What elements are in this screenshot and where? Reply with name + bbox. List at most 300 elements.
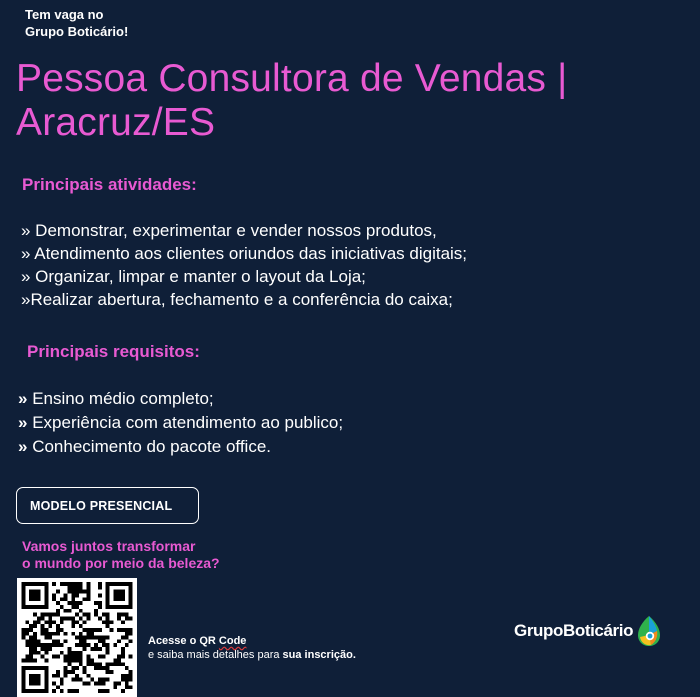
requirement-item xyxy=(18,411,343,435)
qr-module xyxy=(98,666,102,670)
qr-module xyxy=(44,593,48,597)
qr-module xyxy=(79,609,83,613)
qr-module xyxy=(48,632,52,636)
qr-module xyxy=(29,636,33,640)
qr-module xyxy=(102,682,106,686)
qr-module xyxy=(33,597,37,601)
qr-module xyxy=(48,647,52,651)
qr-module xyxy=(67,659,71,663)
qr-module xyxy=(44,666,48,670)
qr-module xyxy=(67,670,71,674)
qr-module xyxy=(98,682,102,686)
qr-module xyxy=(121,655,125,659)
qr-module xyxy=(44,613,48,617)
qr-module xyxy=(75,674,79,678)
qr-module xyxy=(22,666,26,670)
requirements-heading: Principais requisitos: xyxy=(27,342,200,361)
qr-module xyxy=(52,682,56,686)
qr-module xyxy=(98,601,102,605)
qr-module xyxy=(52,597,56,601)
activity-item: » Atendimento aos clientes oriundos das iniciativas digitais; xyxy=(21,244,468,263)
qr-module xyxy=(64,632,68,636)
qr-module xyxy=(71,689,75,693)
qr-instructions xyxy=(148,634,356,662)
qr-module xyxy=(22,678,26,682)
qr-module xyxy=(87,590,91,594)
qr-module xyxy=(98,662,102,666)
qr-module xyxy=(106,662,110,666)
qr-module xyxy=(22,601,26,605)
activities-list xyxy=(21,219,467,311)
qr-module xyxy=(83,643,87,647)
qr-module xyxy=(37,639,41,643)
activity-item: »Realizar abertura, fechamento e a conferência do caixa; xyxy=(21,290,453,309)
qr-module xyxy=(79,582,83,586)
qr-module xyxy=(83,620,87,624)
qr-module xyxy=(129,639,133,643)
qr-module xyxy=(79,651,83,655)
qr-instructions-line1 xyxy=(148,634,356,648)
qr-module xyxy=(52,582,56,586)
qr-module xyxy=(90,678,94,682)
qr-module xyxy=(87,674,91,678)
qr-module xyxy=(94,628,98,632)
qr-module xyxy=(121,651,125,655)
qr-module xyxy=(106,590,110,594)
qr-module xyxy=(129,586,133,590)
qr-module xyxy=(29,682,33,686)
qr-module xyxy=(125,616,129,620)
qr-module xyxy=(41,632,45,636)
qr-module xyxy=(25,620,29,624)
qr-module xyxy=(98,678,102,682)
qr-module xyxy=(106,601,110,605)
qr-module xyxy=(125,678,129,682)
qr-module xyxy=(87,586,91,590)
qr-module xyxy=(87,582,91,586)
qr-module xyxy=(41,647,45,651)
qr-module xyxy=(90,636,94,640)
qr-module xyxy=(60,620,64,624)
requirement-text: Ensino médio completo; xyxy=(32,389,214,408)
requirement-item xyxy=(18,435,343,459)
qr-module xyxy=(94,647,98,651)
qr-module xyxy=(75,666,79,670)
qr-module xyxy=(83,639,87,643)
qr-module xyxy=(48,616,52,620)
qr-module xyxy=(110,670,114,674)
qr-module xyxy=(106,651,110,655)
qr-module xyxy=(129,628,133,632)
qr-module xyxy=(60,678,64,682)
qr-module xyxy=(25,582,29,586)
qr-module xyxy=(75,590,79,594)
qr-module xyxy=(102,689,106,693)
qr-module xyxy=(87,628,91,632)
qr-module xyxy=(56,601,60,605)
qr-module xyxy=(98,628,102,632)
qr-module xyxy=(121,636,125,640)
qr-module xyxy=(117,582,121,586)
qr-module xyxy=(29,582,33,586)
qr-module xyxy=(125,613,129,617)
qr-module xyxy=(87,632,91,636)
qr-module xyxy=(33,593,37,597)
qr-module xyxy=(60,651,64,655)
qr-module xyxy=(110,605,114,609)
qr-module xyxy=(56,590,60,594)
qr-module xyxy=(125,628,129,632)
qr-module xyxy=(71,620,75,624)
qr-module xyxy=(106,647,110,651)
qr-module xyxy=(87,659,91,663)
activity-item: » Demonstrar, experimentar e vender nossos produtos, xyxy=(21,221,437,240)
qr-module xyxy=(25,605,29,609)
qr-module xyxy=(41,613,45,617)
qr-module xyxy=(129,655,133,659)
qr-module xyxy=(37,590,41,594)
qr-module xyxy=(29,590,33,594)
qr-module xyxy=(22,636,26,640)
qr-module xyxy=(129,582,133,586)
qr-module xyxy=(41,582,45,586)
qr-module xyxy=(22,674,26,678)
qr-module xyxy=(52,655,56,659)
qr-module xyxy=(33,605,37,609)
qr-module xyxy=(25,659,29,663)
qr-module xyxy=(129,670,133,674)
qr-code-icon xyxy=(21,582,133,693)
qr-module xyxy=(79,624,83,628)
qr-module xyxy=(98,616,102,620)
qr-module xyxy=(110,628,114,632)
qr-module xyxy=(52,593,56,597)
qr-module xyxy=(125,643,129,647)
qr-module xyxy=(37,593,41,597)
qr-module xyxy=(71,616,75,620)
qr-module xyxy=(48,620,52,624)
qr-module xyxy=(29,651,33,655)
qr-module xyxy=(41,628,45,632)
qr-module xyxy=(44,643,48,647)
qr-module xyxy=(87,643,91,647)
qr-module xyxy=(44,674,48,678)
qr-module xyxy=(79,616,83,620)
qr-module xyxy=(106,616,110,620)
requirement-text: Experiência com atendimento ao publico; xyxy=(32,413,344,432)
qr-module xyxy=(37,678,41,682)
qr-module xyxy=(90,628,94,632)
qr-module xyxy=(29,597,33,601)
qr-module xyxy=(83,597,87,601)
qr-module xyxy=(56,643,60,647)
qr-module xyxy=(79,678,83,682)
qr-module xyxy=(71,593,75,597)
qr-module xyxy=(29,678,33,682)
qr-module xyxy=(64,655,68,659)
qr-module xyxy=(102,643,106,647)
qr-instructions-line2 xyxy=(148,648,356,662)
qr-module xyxy=(48,643,52,647)
qr-module xyxy=(98,586,102,590)
qr-module xyxy=(71,678,75,682)
qr-module xyxy=(37,605,41,609)
qr-module xyxy=(37,689,41,693)
qr-module xyxy=(125,605,129,609)
qr-module xyxy=(121,605,125,609)
qr-module xyxy=(37,597,41,601)
qr-module xyxy=(87,597,91,601)
qr-module xyxy=(67,651,71,655)
qr-module xyxy=(41,666,45,670)
brand-name: GrupoBoticário xyxy=(514,621,634,640)
qr-module xyxy=(22,593,26,597)
qr-module xyxy=(29,593,33,597)
qr-module xyxy=(29,689,33,693)
qr-module xyxy=(94,601,98,605)
qr-module xyxy=(121,597,125,601)
qr-module xyxy=(121,678,125,682)
qr-module xyxy=(98,636,102,640)
qr-module xyxy=(121,689,125,693)
qr-module xyxy=(102,636,106,640)
qr-module xyxy=(90,632,94,636)
qr-module xyxy=(129,674,133,678)
qr-module xyxy=(37,643,41,647)
qr-module xyxy=(67,647,71,651)
qr-module xyxy=(87,655,91,659)
job-title: Pessoa Consultora de Vendas | Aracruz/ES xyxy=(16,57,568,144)
qr-module xyxy=(52,613,56,617)
qr-code[interactable] xyxy=(17,578,137,697)
qr-module xyxy=(33,620,37,624)
requirement-item xyxy=(18,387,343,411)
qr-module xyxy=(33,666,37,670)
qr-module xyxy=(90,662,94,666)
qr-module xyxy=(67,662,71,666)
qr-module xyxy=(117,597,121,601)
qr-module xyxy=(33,590,37,594)
qr-module xyxy=(64,674,68,678)
qr-module xyxy=(22,685,26,689)
qr-module xyxy=(56,685,60,689)
qr-module xyxy=(75,651,79,655)
qr-module xyxy=(41,655,45,659)
qr-module xyxy=(113,643,117,647)
qr-module xyxy=(98,605,102,609)
qr-module xyxy=(125,682,129,686)
qr-module xyxy=(37,620,41,624)
qr-module xyxy=(102,613,106,617)
qr-module xyxy=(83,647,87,651)
qr-module xyxy=(71,670,75,674)
qr-module xyxy=(33,682,37,686)
qr-module xyxy=(117,662,121,666)
qr-module xyxy=(44,632,48,636)
qr-module xyxy=(44,628,48,632)
qr-module xyxy=(79,639,83,643)
qr-module xyxy=(67,590,71,594)
brand xyxy=(514,615,661,647)
qr-module xyxy=(25,628,29,632)
qr-module xyxy=(44,582,48,586)
qr-module xyxy=(41,689,45,693)
qr-module xyxy=(22,689,26,693)
qr-module xyxy=(67,609,71,613)
qr-module xyxy=(33,632,37,636)
qr-module xyxy=(71,597,75,601)
qr-module xyxy=(44,689,48,693)
qr-module xyxy=(125,685,129,689)
qr-module xyxy=(106,624,110,628)
qr-module xyxy=(29,666,33,670)
qr-module xyxy=(33,659,37,663)
work-mode-badge xyxy=(16,487,199,524)
grupo-boticario-logo-icon xyxy=(637,615,661,647)
qr-module xyxy=(117,659,121,663)
qr-module xyxy=(29,674,33,678)
qr-module xyxy=(52,639,56,643)
qr-module xyxy=(75,586,79,590)
qr-module xyxy=(29,628,33,632)
qr-module xyxy=(75,601,79,605)
qr-module xyxy=(33,643,37,647)
qr-module xyxy=(75,689,79,693)
qr-module xyxy=(64,582,68,586)
qr-module xyxy=(22,597,26,601)
qr-module xyxy=(52,689,56,693)
qr-module xyxy=(71,624,75,628)
qr-module xyxy=(113,659,117,663)
qr-module xyxy=(33,647,37,651)
qr-module xyxy=(29,659,33,663)
qr-module xyxy=(37,651,41,655)
qr-module xyxy=(121,647,125,651)
qr-module xyxy=(44,659,48,663)
qr-module xyxy=(94,682,98,686)
qr-module xyxy=(121,620,125,624)
qr-module xyxy=(106,666,110,670)
bullet-icon: » xyxy=(18,437,28,456)
qr-module xyxy=(22,659,26,663)
qr-module xyxy=(117,593,121,597)
qr-module xyxy=(129,616,133,620)
qr-module xyxy=(75,620,79,624)
qr-module xyxy=(117,616,121,620)
qr-line1-prefix: Acesse o QR xyxy=(148,635,219,647)
qr-module xyxy=(90,647,94,651)
qr-module xyxy=(98,689,102,693)
qr-module xyxy=(117,682,121,686)
qr-module xyxy=(79,662,83,666)
qr-module xyxy=(64,670,68,674)
qr-module xyxy=(121,590,125,594)
qr-module xyxy=(110,582,114,586)
qr-module xyxy=(22,632,26,636)
qr-module xyxy=(33,651,37,655)
qr-module xyxy=(71,605,75,609)
qr-module xyxy=(106,670,110,674)
qr-module xyxy=(87,616,91,620)
qr-module xyxy=(87,662,91,666)
qr-module xyxy=(75,636,79,640)
qr-module xyxy=(106,582,110,586)
qr-module xyxy=(67,689,71,693)
qr-module xyxy=(129,593,133,597)
qr-module xyxy=(22,590,26,594)
qr-module xyxy=(87,593,91,597)
requirements-list xyxy=(18,387,343,459)
qr-module xyxy=(102,655,106,659)
qr-module xyxy=(25,666,29,670)
qr-module xyxy=(33,674,37,678)
qr-module xyxy=(33,689,37,693)
qr-module xyxy=(33,678,37,682)
qr-module xyxy=(29,643,33,647)
qr-module xyxy=(67,586,71,590)
qr-module xyxy=(71,655,75,659)
qr-module xyxy=(22,670,26,674)
qr-module xyxy=(113,590,117,594)
qr-module xyxy=(60,597,64,601)
qr-module xyxy=(60,616,64,620)
qr-module xyxy=(44,678,48,682)
qr-module xyxy=(83,590,87,594)
qr-module xyxy=(64,616,68,620)
qr-module xyxy=(106,593,110,597)
qr-line1-code: Code xyxy=(218,635,247,647)
qr-module xyxy=(29,605,33,609)
slogan: Vamos juntos transformar o mundo por meio da beleza? xyxy=(22,538,220,571)
qr-module xyxy=(87,636,91,640)
qr-module xyxy=(67,655,71,659)
qr-module xyxy=(106,613,110,617)
qr-module xyxy=(75,659,79,663)
qr-module xyxy=(22,586,26,590)
qr-module xyxy=(71,632,75,636)
qr-module xyxy=(98,655,102,659)
qr-module xyxy=(79,636,83,640)
qr-module xyxy=(44,636,48,640)
activities-heading: Principais atividades: xyxy=(22,175,197,194)
qr-module xyxy=(106,597,110,601)
qr-module xyxy=(56,609,60,613)
qr-module xyxy=(52,643,56,647)
qr-module xyxy=(29,624,33,628)
qr-module xyxy=(106,620,110,624)
qr-module xyxy=(87,682,91,686)
qr-module xyxy=(44,590,48,594)
qr-module xyxy=(113,682,117,686)
qr-module xyxy=(33,636,37,640)
qr-module xyxy=(56,655,60,659)
qr-module xyxy=(121,613,125,617)
qr-module xyxy=(37,616,41,620)
qr-module xyxy=(44,605,48,609)
qr-module xyxy=(75,593,79,597)
qr-module xyxy=(102,620,106,624)
qr-module xyxy=(113,605,117,609)
qr-module xyxy=(125,636,129,640)
qr-module xyxy=(67,601,71,605)
qr-module xyxy=(60,643,64,647)
activity-item: » Organizar, limpar e manter o layout da Loja; xyxy=(21,267,366,286)
qr-module xyxy=(102,666,106,670)
qr-module xyxy=(71,601,75,605)
qr-module xyxy=(60,682,64,686)
qr-module xyxy=(117,639,121,643)
qr-module xyxy=(64,593,68,597)
